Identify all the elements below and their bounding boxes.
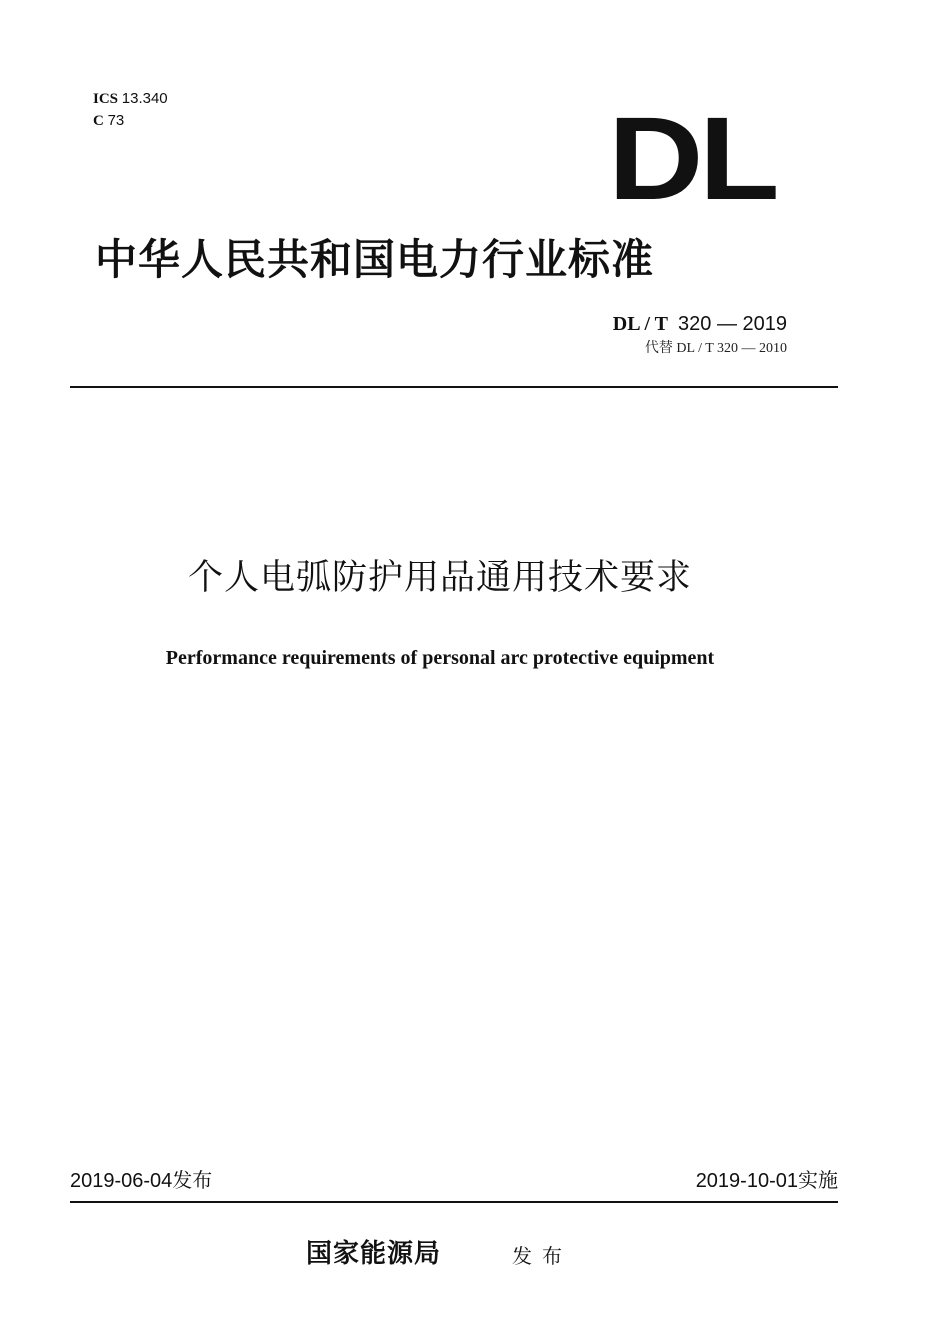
standard-title: 中华人民共和国电力行业标准 — [95, 235, 655, 284]
standard-code — [613, 312, 787, 336]
ccs-code — [93, 110, 168, 132]
top-divider — [70, 386, 838, 388]
ccs-value: 73 — [107, 112, 125, 129]
bottom-divider — [70, 1201, 838, 1203]
ics-code — [93, 88, 168, 110]
issue-label: 发布 — [512, 1244, 572, 1268]
ics-value: 13.340 — [121, 90, 168, 107]
document-title-cn: 个人电弧防护用品通用技术要求 — [187, 558, 692, 598]
effective-date: 2019-10-01实施 — [695, 1170, 838, 1192]
classification-codes — [93, 88, 168, 132]
code-number: 320 — 2019 — [678, 313, 787, 335]
document-title-en: Performance requirements of personal arc protective equipment — [165, 647, 715, 669]
issuer-name: 国家能源局 — [306, 1239, 442, 1269]
replaces-code: 代替 DL / T 320 — 2010 — [644, 341, 787, 356]
dl-logo: DL — [608, 93, 776, 225]
publish-date: 2019-06-04发布 — [70, 1170, 213, 1192]
code-prefix: DL / T — [612, 313, 669, 335]
ccs-label: C — [93, 113, 104, 129]
ics-label: ICS — [93, 91, 119, 107]
